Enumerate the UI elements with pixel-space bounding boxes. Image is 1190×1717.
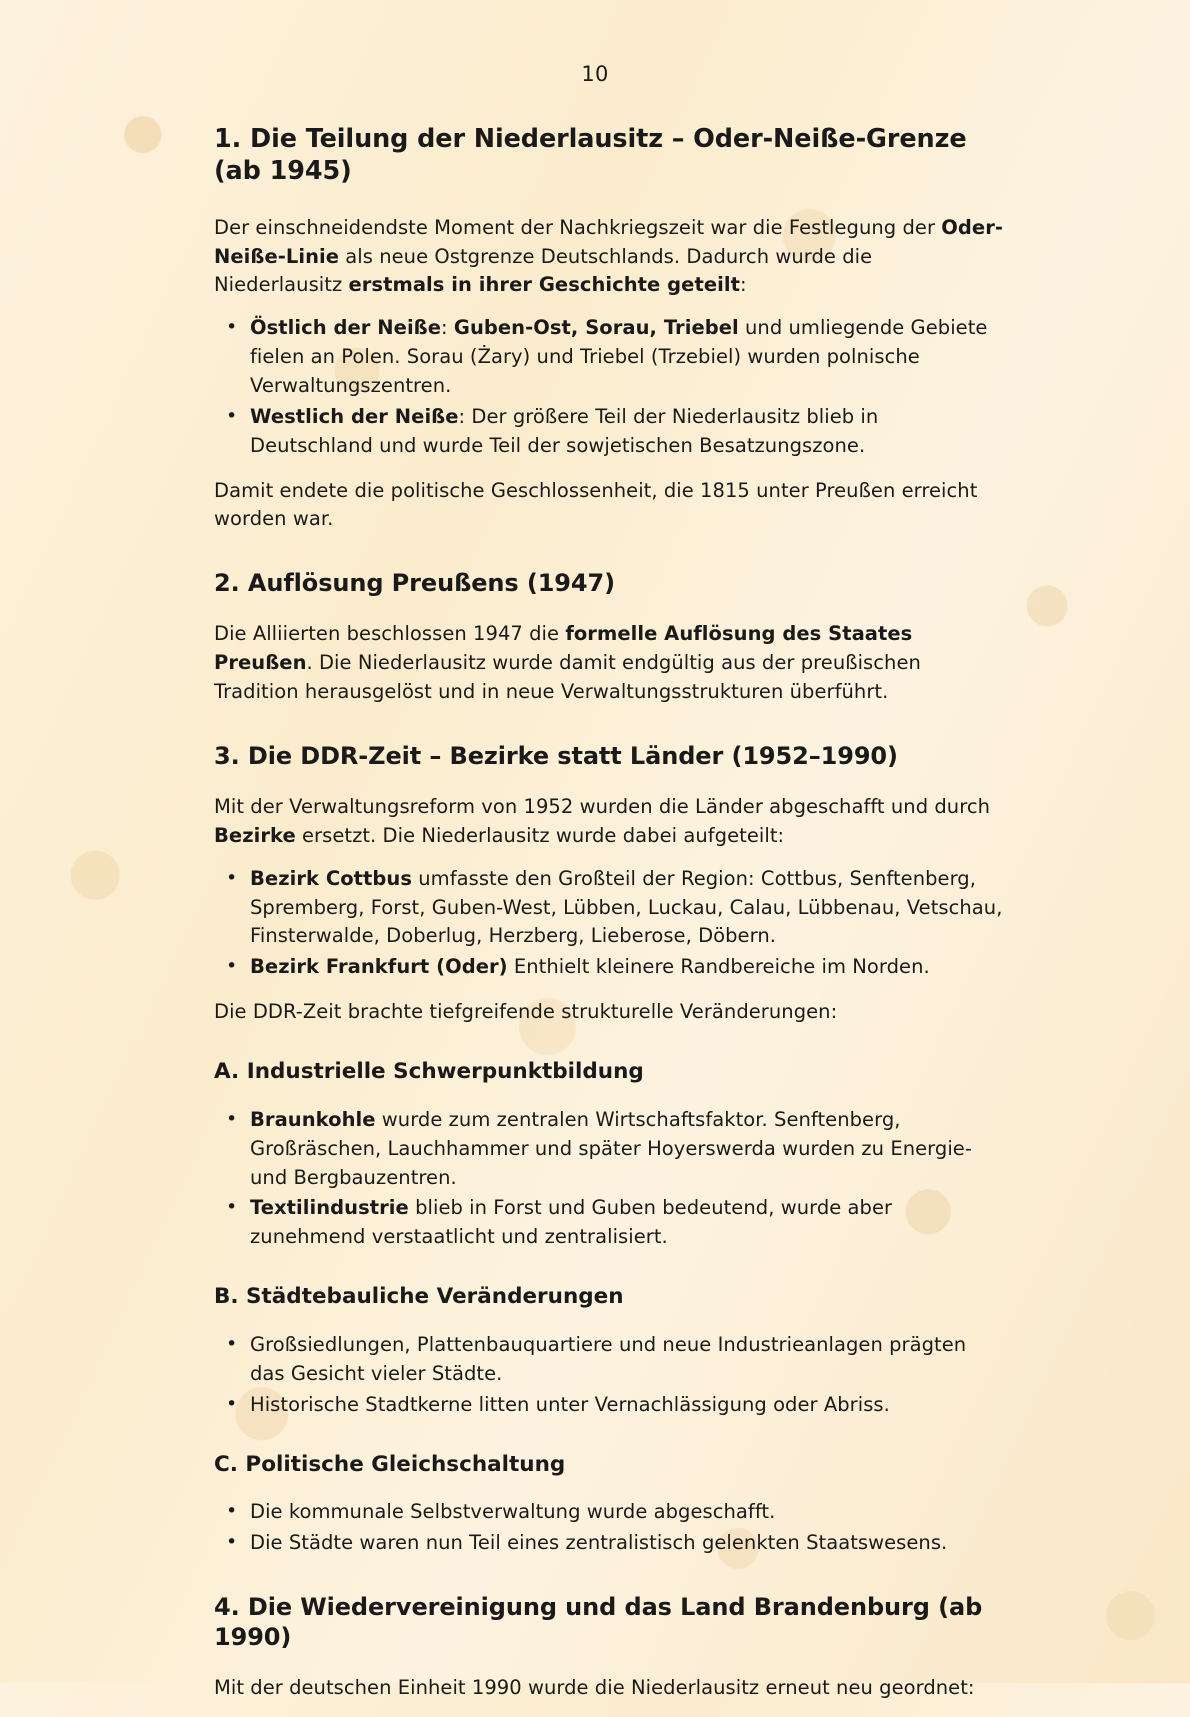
list-item: • Bezirk Frankfurt (Oder) Enthielt kleinere Randbereiche im Norden.	[214, 953, 1004, 982]
list-item: • Textilindustrie blieb in Forst und Guben bedeutend, wurde aber zunehmend verstaatlicht und zentralisiert.	[214, 1194, 1004, 1252]
subsection-a-bullets	[214, 1106, 1004, 1252]
section-heading-4: 4. Die Wiedervereinigung und das Land Brandenburg (ab 1990)	[214, 1593, 983, 1652]
subsection-c-bullets	[214, 1498, 1004, 1558]
subsection-heading-a: A. Industrielle Schwerpunktbildung	[214, 1058, 644, 1084]
section-heading-2: 2. Auflösung Preußens (1947)	[214, 569, 615, 598]
list-item: • Großsiedlungen, Plattenbauquartiere und neue Industrieanlagen prägten das Gesicht vieler Städte.	[214, 1331, 1004, 1389]
page-number: 10	[581, 62, 609, 86]
section-2-intro: Die Alliierten beschlossen 1947 die formelle Auflösung des Staates Preußen. Die Niederlausitz wurde damit endgültig aus der preußischen Tradition herausgelöst und in neue Verwaltungsstrukturen überführt.	[214, 622, 921, 704]
list-item: • Westlich der Neiße: Der größere Teil der Niederlausitz blieb in Deutschland und wurde Teil der sowjetischen Besatzungszone.	[214, 403, 1004, 461]
list-item: • Östlich der Neiße: Guben-Ost, Sorau, Triebel und umliegende Gebiete fielen an Polen. Sorau (Żary) und Triebel (Trzebiel) wurden polnische Verwaltungszentren.	[214, 314, 1004, 401]
section-3-closing: Die DDR-Zeit brachte tiefgreifende strukturelle Veränderungen:	[214, 1000, 838, 1024]
subsection-heading-b: B. Städtebauliche Veränderungen	[214, 1284, 624, 1310]
section-1-closing: Damit endete die politische Geschlossenheit, die 1815 unter Preußen erreicht worden war.	[214, 478, 978, 531]
list-item: • Braunkohle wurde zum zentralen Wirtschaftsfaktor. Senftenberg, Großräschen, Lauchhammer und später Hoyerswerda wurden zu Energie- und Bergbauzentren.	[214, 1106, 1004, 1193]
section-3-intro: Mit der Verwaltungsreform von 1952 wurden die Länder abgeschafft und durch Bezirke ersetzt. Die Niederlausitz wurde dabei aufgeteilt:	[214, 794, 991, 847]
subsection-b-bullets	[214, 1331, 1004, 1420]
section-heading-3: 3. Die DDR-Zeit – Bezirke statt Länder (1952–1990)	[214, 741, 898, 770]
section-3-bullets	[214, 865, 1004, 982]
section-4-intro: Mit der deutschen Einheit 1990 wurde die Niederlausitz erneut neu geordnet:	[214, 1676, 975, 1700]
section-heading-1: 1. Die Teilung der Niederlausitz – Oder-Neiße-Grenze (ab 1945)	[214, 124, 967, 186]
list-item: • Die kommunale Selbstverwaltung wurde abgeschafft.	[214, 1498, 1004, 1527]
section-1-intro: Der einschneidendste Moment der Nachkriegszeit war die Festlegung der Oder-Neiße-Linie als neue Ostgrenze Deutschlands. Dadurch wurde die Niederlausitz erstmals in ihrer Geschichte geteilt:	[214, 215, 1004, 297]
subsection-heading-c: C. Politische Gleichschaltung	[214, 1451, 566, 1477]
list-item: • Bezirk Cottbus umfasste den Großteil der Region: Cottbus, Senftenberg, Spremberg, Forst, Guben-West, Lübben, Luckau, Calau, Lübbenau, Vetschau, Finsterwalde, Doberlug, Herzberg, Lieberose, Döbern.	[214, 865, 1004, 952]
section-1-bullets	[214, 314, 1004, 460]
page-content	[214, 124, 1004, 1717]
list-item: • Historische Stadtkerne litten unter Vernachlässigung oder Abriss.	[214, 1391, 1004, 1420]
list-item: • Die Städte waren nun Teil eines zentralistisch gelenkten Staatswesens.	[214, 1529, 1004, 1558]
